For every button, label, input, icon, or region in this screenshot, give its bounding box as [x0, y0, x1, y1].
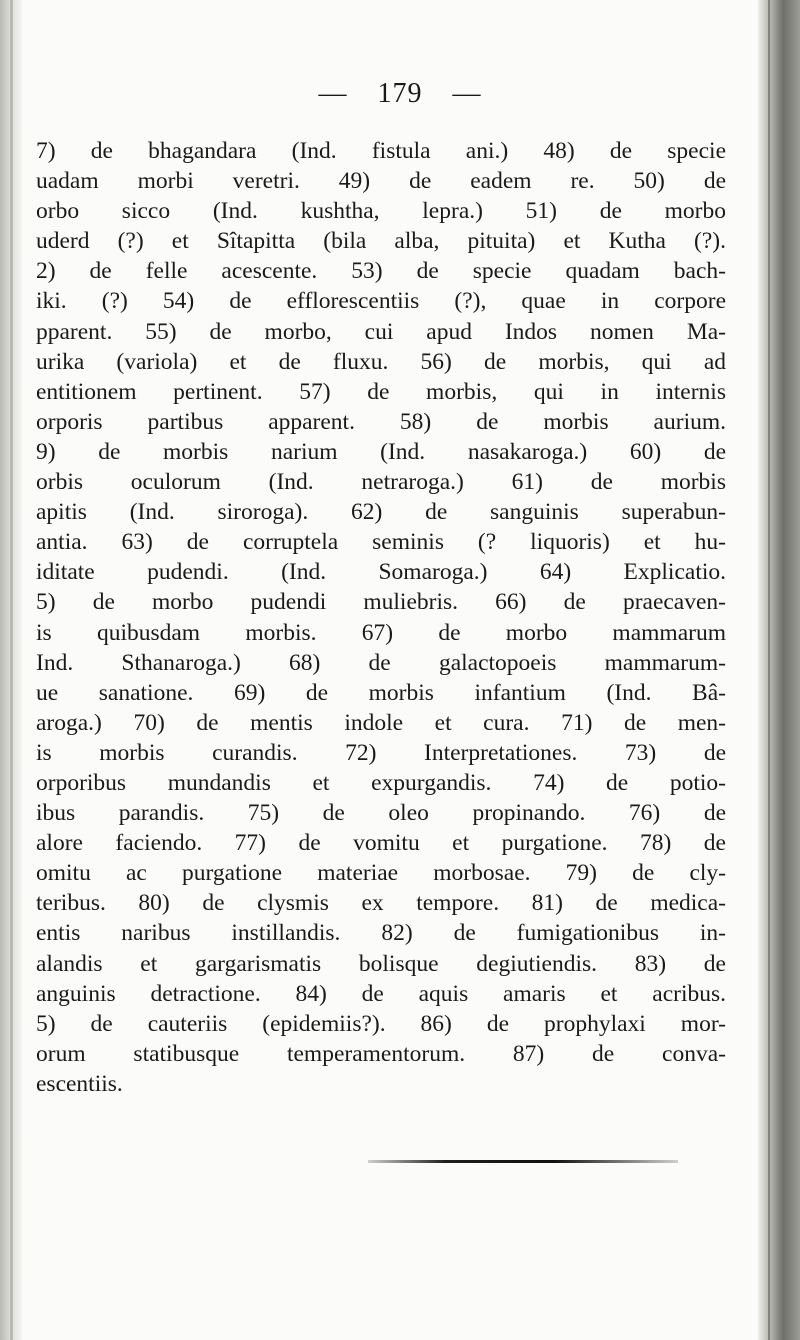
header-dash-right: —	[452, 78, 482, 109]
text-line: orum statibusque temperamentorum. 87) de conva-	[36, 1040, 726, 1067]
text-line: alore faciendo. 77) de vomitu et purgatione. 78) de	[36, 830, 726, 857]
text-line: apitis (Ind. siroroga). 62) de sanguinis superabun-	[36, 499, 726, 526]
page-gutter-line	[10, 0, 13, 1340]
text-line: urika (variola) et de fluxu. 56) de morbis, qui ad	[36, 348, 726, 375]
text-line: antia. 63) de corruptela seminis (? liquoris) et hu-	[36, 529, 726, 556]
text-line: orbis oculorum (Ind. netraroga.) 61) de morbis	[36, 469, 726, 496]
text-line: ibus parandis. 75) de oleo propinando. 76) de	[36, 800, 726, 827]
text-line: entitionem pertinent. 57) de morbis, qui in internis	[36, 378, 726, 405]
text-line: escentiis.	[36, 1070, 123, 1097]
body-text	[36, 136, 726, 1099]
text-line: uadam morbi veretri. 49) de eadem re. 50) de	[36, 168, 726, 195]
header-dash-left: —	[318, 78, 348, 109]
text-line: orporis partibus apparent. 58) de morbis aurium.	[36, 408, 726, 435]
text-line: ue sanatione. 69) de morbis infantium (Ind. Bâ-	[36, 679, 726, 706]
page-edge-shadow	[758, 0, 800, 1340]
text-line: omitu ac purgatione materiae morbosae. 79) de cly-	[36, 860, 726, 887]
text-line: 7) de bhagandara (Ind. fistula ani.) 48) de specie	[36, 138, 726, 164]
text-line: orporibus mundandis et expurgandis. 74) de potio-	[36, 769, 726, 796]
text-line: 5) de morbo pudendi muliebris. 66) de praecaven-	[36, 589, 726, 616]
page-header	[0, 78, 800, 110]
text-line: orbo sicco (Ind. kushtha, lepra.) 51) de morbo	[36, 198, 726, 225]
text-line: 5) de cauteriis (epidemiis?). 86) de prophylaxi mor-	[36, 1010, 726, 1037]
text-line: is quibusdam morbis. 67) de morbo mammarum	[36, 619, 726, 646]
text-line: teribus. 80) de clysmis ex tempore. 81) de medica-	[36, 890, 726, 917]
text-line: 2) de felle acescente. 53) de specie quadam bach-	[36, 258, 726, 285]
text-line: pparent. 55) de morbo, cui apud Indos nomen Ma-	[36, 318, 726, 345]
text-line: 9) de morbis narium (Ind. nasakaroga.) 60) de	[36, 438, 726, 465]
text-line: is morbis curandis. 72) Interpretationes. 73) de	[36, 739, 726, 766]
page-number: 179	[377, 78, 423, 109]
text-line: aroga.) 70) de mentis indole et cura. 71) de men-	[36, 709, 726, 736]
text-line: Ind. Sthanaroga.) 68) de galactopoeis mammarum-	[36, 649, 726, 676]
text-line: anguinis detractione. 84) de aquis amaris et acribus.	[36, 980, 726, 1007]
page-edge-line	[768, 0, 770, 1340]
text-line: alandis et gargarismatis bolisque degiutiendis. 83) de	[36, 950, 726, 977]
end-rule	[368, 1160, 678, 1163]
text-line: entis naribus instillandis. 82) de fumigationibus in-	[36, 920, 726, 947]
text-line: uderd (?) et Sîtapitta (bila alba, pituita) et Kutha (?).	[36, 228, 726, 255]
text-line: iditate pudendi. (Ind. Somaroga.) 64) Explicatio.	[36, 559, 726, 586]
text-line: iki. (?) 54) de efflorescentiis (?), quae in corpore	[36, 288, 726, 315]
